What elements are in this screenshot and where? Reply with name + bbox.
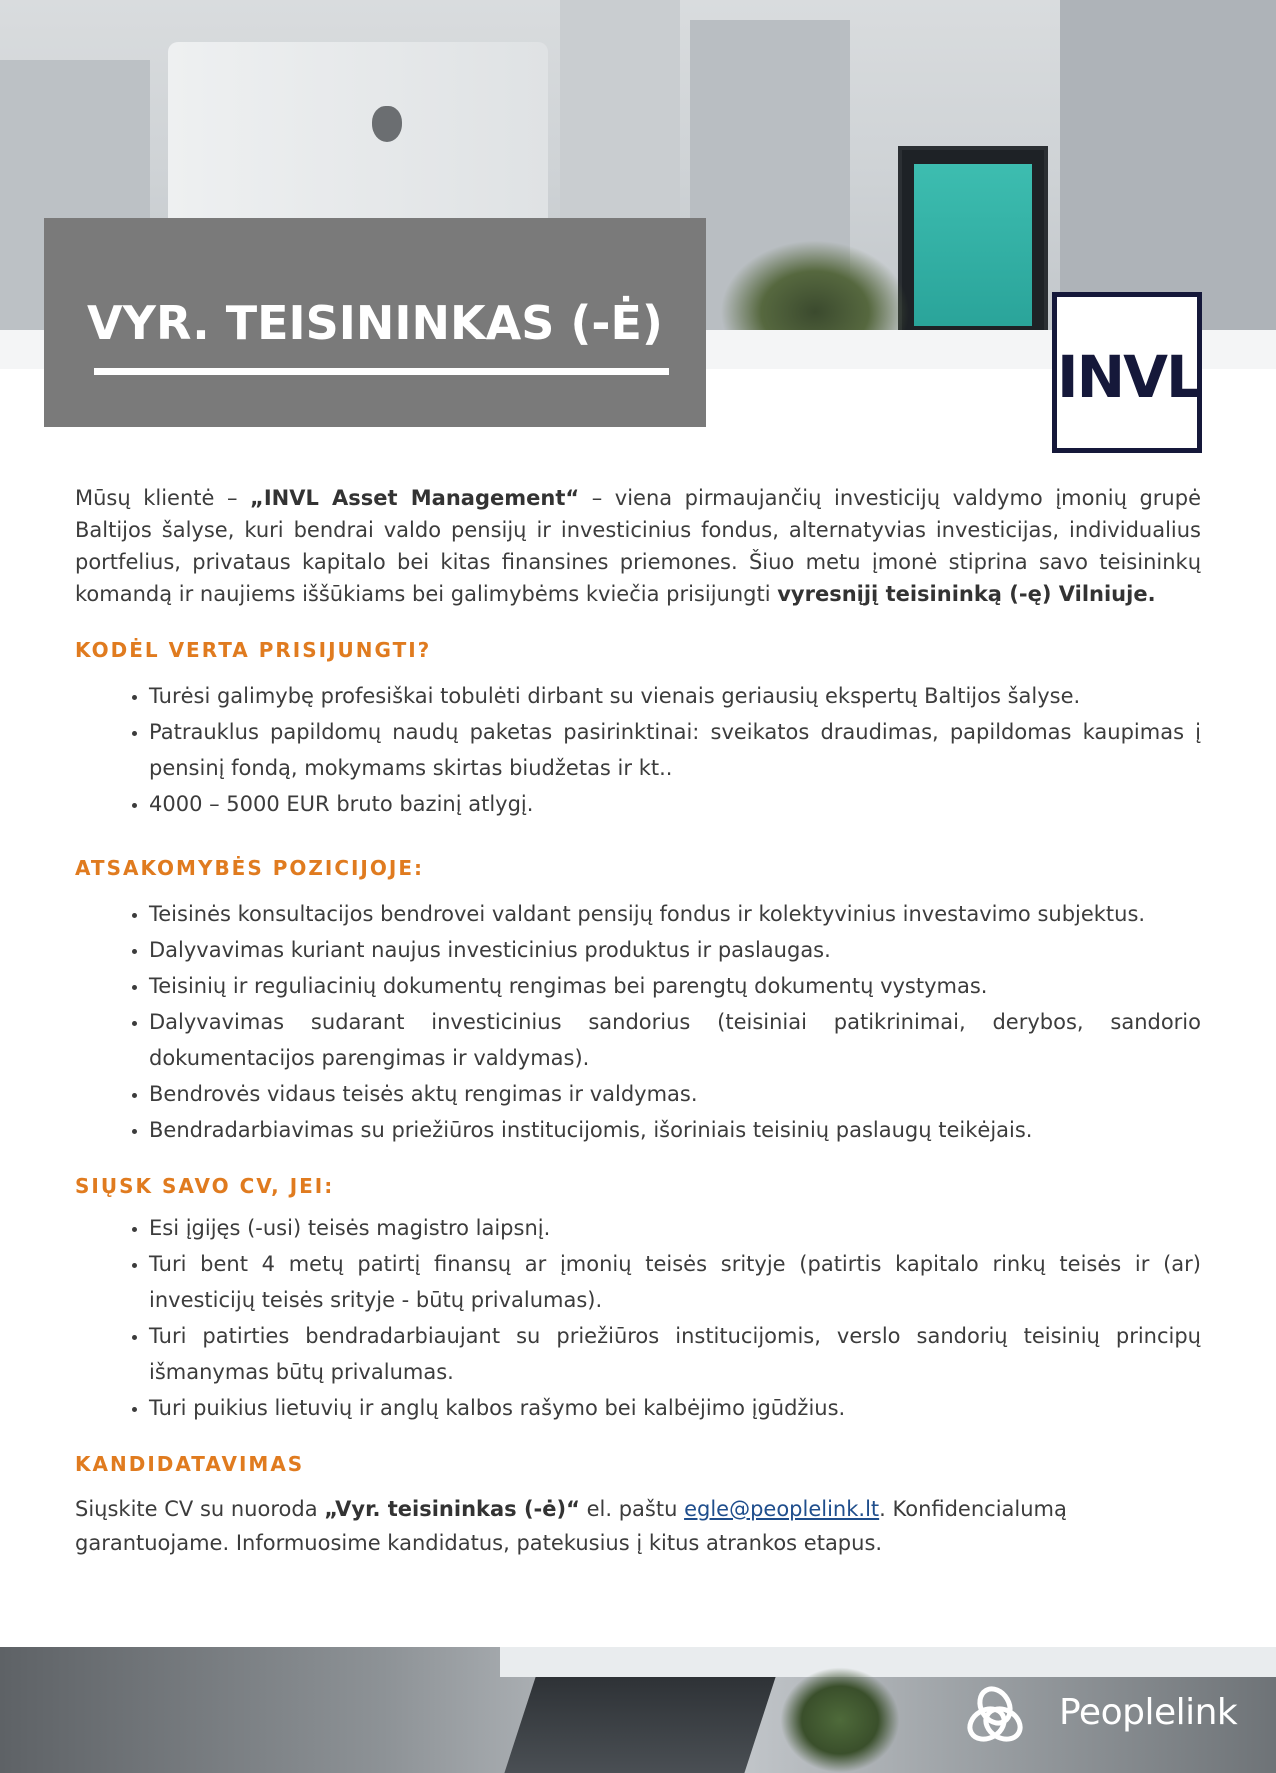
section-heading: ATSAKOMYBĖS POZICIJOJE: [75,856,424,880]
list-item: • Bendrovės vidaus teisės aktų rengimas ir valdymas. [149,1076,1201,1112]
invl-logo-text: INVL [1057,343,1201,411]
peoplelink-mark-icon [963,1684,1027,1748]
section-why-join [75,634,1201,822]
page-title: VYR. TEISININKAS (-Ė) [87,296,663,350]
list-item: • Dalyvavimas kuriant naujus investicinius produktus ir paslaugas. [149,932,1201,968]
footer-laptop [504,1677,775,1773]
list-item: • Turi bent 4 metų patirtį finansų ar įmonių teisės srityje (patirtis kapitalo rinkų teisės ir (ar) investicijų teisės srityje - būtų privalumas). [149,1246,1201,1318]
email-link[interactable]: egle@peoplelink.lt [684,1497,880,1521]
section-apply [75,1448,1201,1560]
client-name: „INVL Asset Management“ [250,486,580,510]
list-item: • Teisinių ir reguliacinių dokumentų rengimas bei parengtų dokumentų vystymas. [149,968,1201,1004]
section-requirements [75,1170,1201,1426]
list-item: • Patrauklus papildomų naudų paketas pasirinktinai: sveikatos draudimas, papildomas kaupimas į pensinį fondą, mokymams skirtas biudžetas ir kt.. [149,714,1201,786]
list-item: • 4000 – 5000 EUR bruto bazinį atlygį. [149,786,1201,822]
section-heading: KANDIDATAVIMAS [75,1452,305,1476]
section-responsibilities [75,852,1201,1148]
apply-reference: „Vyr. teisininkas (-ė)“ [324,1497,580,1521]
peoplelink-logo [963,1682,1238,1742]
title-banner [44,218,706,427]
responsibilities-list [75,896,1201,1148]
list-item: • Bendradarbiavimas su priežiūros institucijomis, išoriniais teisinių paslaugų teikėjais. [149,1112,1201,1148]
apply-paragraph [75,1492,1201,1560]
invl-logo [1052,292,1202,453]
list-item: • Turi puikius lietuvių ir anglų kalbos rašymo bei kalbėjimo įgūdžius. [149,1390,1201,1426]
list-item: • Teisinės konsultacijos bendrovei valdant pensijų fondus ir kolektyvinius investavimo subjektus. [149,896,1201,932]
intro-paragraph [75,482,1201,610]
section-heading: SIŲSK SAVO CV, JEI: [75,1174,335,1198]
picture-frame [898,146,1048,344]
footer-plant [780,1667,900,1773]
apply-text-1: Siųskite CV su nuoroda [75,1497,325,1521]
apple-logo-icon [372,106,402,142]
laptop [168,42,548,242]
requirements-list [75,1210,1201,1426]
title-underline [94,368,669,375]
intro-text-1: Mūsų klientė – [75,486,251,510]
section-heading: KODĖL VERTA PRISIJUNGTI? [75,638,432,662]
list-item: • Turi patirties bendradarbiaujant su priežiūros institucijomis, verslo sandorių teisinių principų išmanymas būtų privalumas. [149,1318,1201,1390]
intro-text-2: – viena pirmaujančių investicijų valdymo įmonių grupė Baltijos šalyse, kuri bendrai valdo pensijų ir investicinius fondus, alternatyvias investicijas, individualius portfelius, privataus kapitalo bei kitas finansines priemones. Šiuo metu įmonė stiprina savo teisininkų komandą ir naujiems iššūkiams bei galimybėms kviečia prisijungti [75,486,1201,606]
list-item: • Dalyvavimas sudarant investicinius sandorius (teisiniai patikrinimai, derybos, sandorio dokumentacijos parengimas ir valdymas). [149,1004,1201,1076]
role-name: vyresnįjį teisininką (-ę) Vilniuje. [777,582,1156,606]
list-item: • Esi įgijęs (-usi) teisės magistro laipsnį. [149,1210,1201,1246]
benefits-list [75,678,1201,822]
list-item: • Turėsi galimybę profesiškai tobulėti dirbant su vienais geriausių ekspertų Baltijos šalyse. [149,678,1201,714]
job-description [75,482,1201,1560]
peoplelink-logo-text: Peoplelink [1059,1692,1238,1733]
apply-text-3: . Konfidencialumą garantuojame. Informuosime kandidatus, patekusius į kitus atrankos etapus. [75,1497,1067,1555]
apply-text-2: el. paštu [579,1497,685,1521]
